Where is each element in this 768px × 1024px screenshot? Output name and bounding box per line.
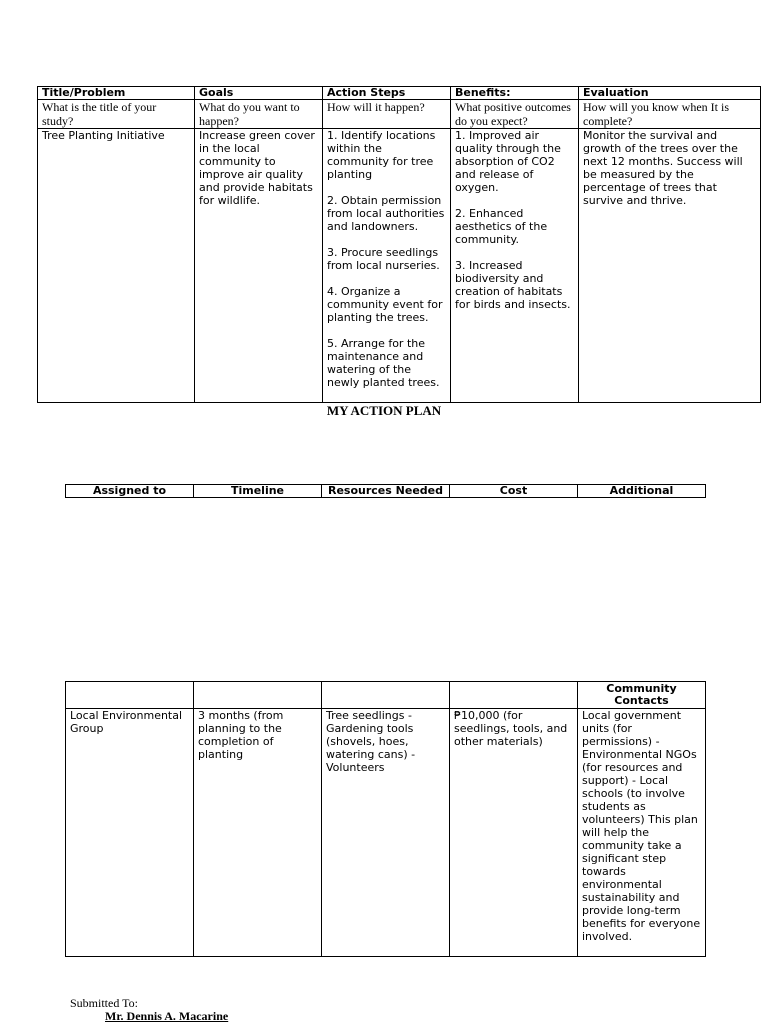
assignment-header-table xyxy=(65,484,706,498)
answer-benefits: 1. Improved air quality through the absorption of CO2 and release of oxygen. 2. Enhanced aesthetics of the community. 3. Increased biodiversity and creation of habitats for birds and insects. xyxy=(451,129,579,403)
header-evaluation: Evaluation xyxy=(579,87,761,100)
subheader-empty-4 xyxy=(450,682,578,709)
prompt-evaluation: How will you know when It is complete? xyxy=(579,100,761,129)
header-assigned-to: Assigned to xyxy=(66,485,194,498)
action-plan-table xyxy=(37,86,761,403)
assignment-subheader-row xyxy=(66,682,706,709)
header-goals: Goals xyxy=(195,87,323,100)
subheader-empty-2 xyxy=(194,682,322,709)
cell-community-contacts: Local government units (for permissions) - Environmental NGOs (for resources and support) - Local schools (to involve students as volunteers) This plan will help the community take a significant step towards environmental sustainability and provide long-term benefits for everyone involved. xyxy=(578,709,706,957)
answer-action-steps: 1. Identify locations within the community for tree planting 2. Obtain permission from local authorities and landowners. 3. Procure seedlings from local nurseries. 4. Organize a community event for planting the trees. 5. Arrange for the maintenance and watering of the newly planted trees. xyxy=(323,129,451,403)
prompt-goals: What do you want to happen? xyxy=(195,100,323,129)
assignment-table xyxy=(65,681,706,957)
header-cost: Cost xyxy=(450,485,578,498)
cell-timeline: 3 months (from planning to the completion of planting xyxy=(194,709,322,957)
cell-cost: ₱10,000 (for seedlings, tools, and other materials) xyxy=(450,709,578,957)
prompt-action-steps: How will it happen? xyxy=(323,100,451,129)
cell-resources-needed: Tree seedlings - Gardening tools (shovels, hoes, watering cans) - Volunteers xyxy=(322,709,450,957)
header-additional: Additional xyxy=(578,485,706,498)
answer-goals: Increase green cover in the local community to improve air quality and provide habitats for wildlife. xyxy=(195,129,323,403)
header-title-problem: Title/Problem xyxy=(38,87,195,100)
header-action-steps: Action Steps xyxy=(323,87,451,100)
subheader-empty-3 xyxy=(322,682,450,709)
plan-header-row xyxy=(38,87,761,100)
subheader-empty-1 xyxy=(66,682,194,709)
assignment-header-row xyxy=(66,485,706,498)
header-benefits: Benefits: xyxy=(451,87,579,100)
document-title: MY ACTION PLAN xyxy=(326,403,442,418)
plan-prompt-row xyxy=(38,100,761,129)
submitted-to-label: Submitted To: xyxy=(70,996,138,1010)
submitted-to-name: Mr. Dennis A. Macarine xyxy=(105,1009,229,1023)
header-timeline: Timeline xyxy=(194,485,322,498)
answer-evaluation: Monitor the survival and growth of the trees over the next 12 months. Success will be measured by the percentage of trees that survive and thrive. xyxy=(579,129,761,403)
answer-title: Tree Planting Initiative xyxy=(38,129,195,403)
plan-answer-row xyxy=(38,129,761,403)
prompt-benefits: What positive outcomes do you expect? xyxy=(451,100,579,129)
header-resources-needed: Resources Needed xyxy=(322,485,450,498)
subheader-community-contacts: Community Contacts xyxy=(578,682,706,709)
prompt-title: What is the title of your study? xyxy=(38,100,195,129)
cell-assigned-to: Local Environmental Group xyxy=(66,709,194,957)
assignment-row xyxy=(66,709,706,957)
